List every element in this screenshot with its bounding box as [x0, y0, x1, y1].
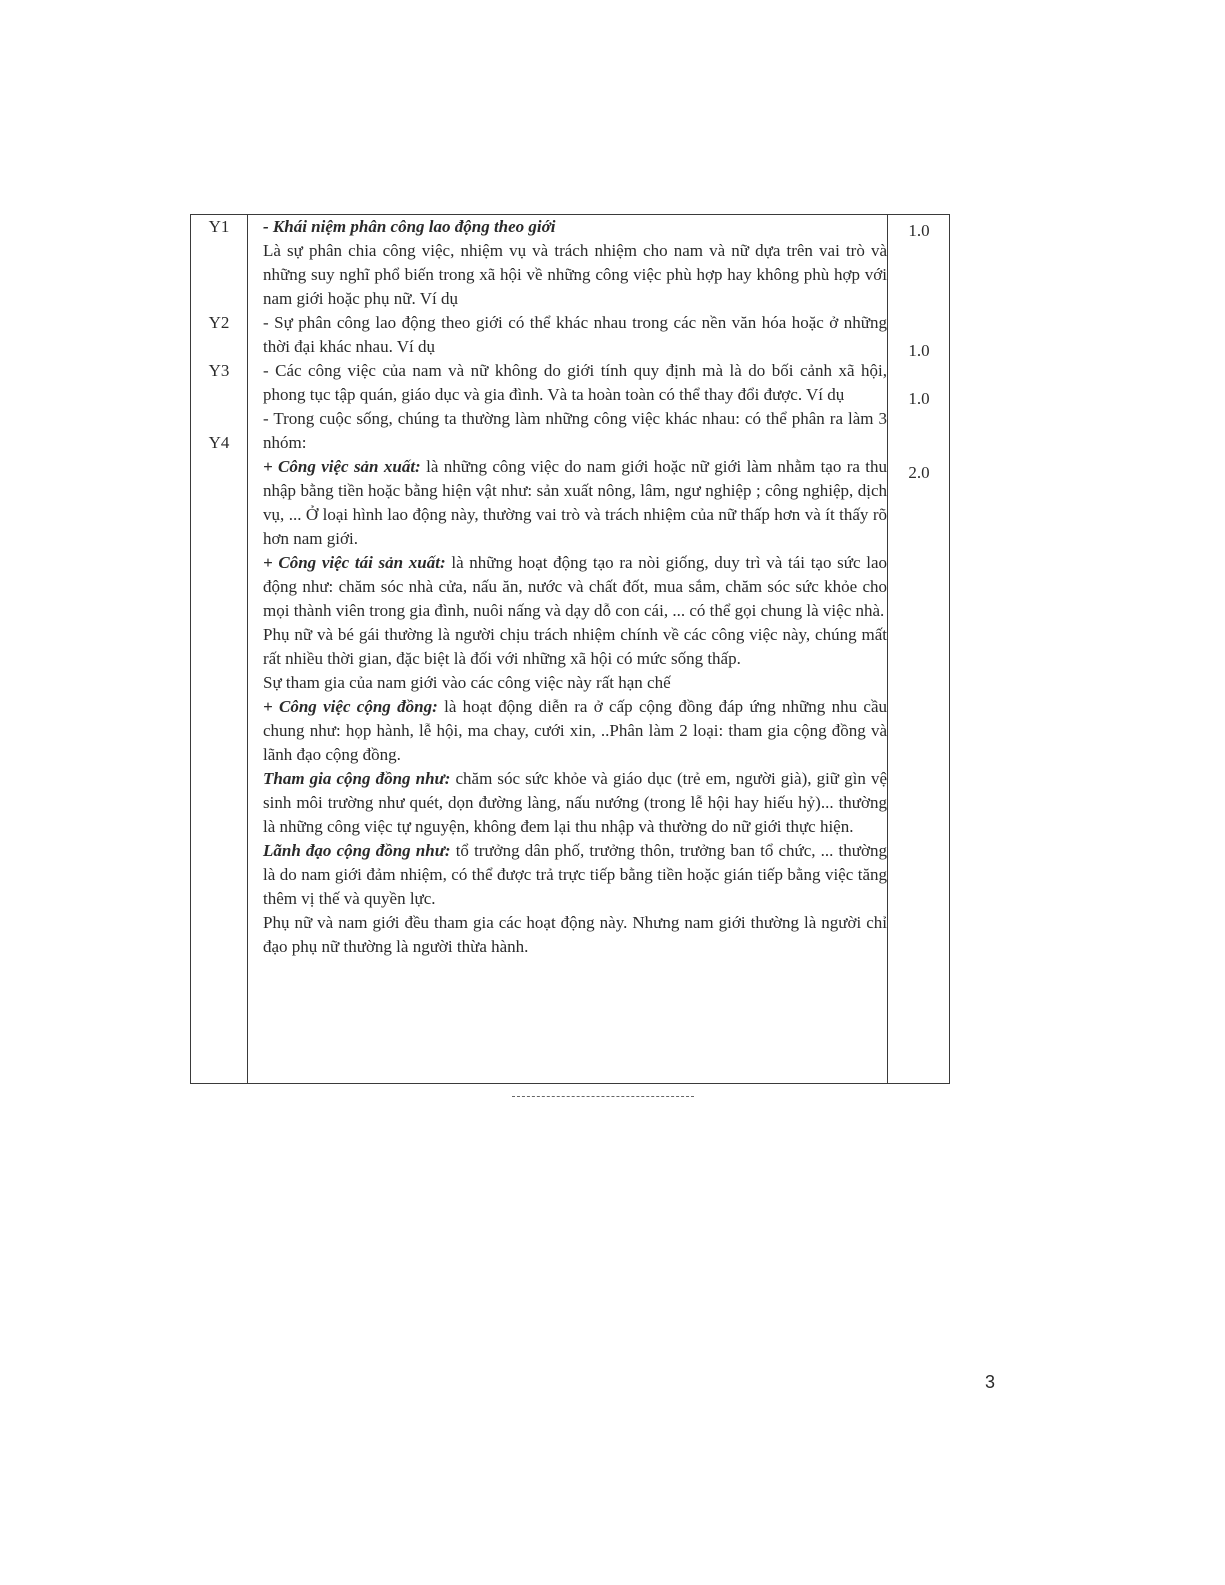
score-y3: 1.0: [908, 389, 930, 408]
paragraph-community: [263, 695, 887, 767]
page-number: 3: [985, 1372, 996, 1392]
answer-content: [263, 215, 887, 959]
paragraph-reproduction: [263, 551, 887, 623]
text-leadership: tổ trưởng dân phố, trưởng thôn, trưởng ban tổ chức, ... thường là do nam giới đảm nhiệm, có thể được trả trực tiếp bằng tiền hoặc gián tiếp bằng việc tăng thêm vị thế và quyền lực.: [263, 841, 887, 908]
text-community: là hoạt động diễn ra ở cấp cộng đồng đáp ứng những nhu cầu chung như: họp hành, lễ hội, ma chay, cưới xin, ..Phân làm 2 loại: tham gia cộng đồng và lãnh đạo cộng đồng.: [263, 697, 888, 764]
paragraph-groups: - Trong cuộc sống, chúng ta thường làm những công việc khác nhau: có thể phân ra làm 3 nhóm:: [263, 409, 887, 452]
text-participation: chăm sóc sức khỏe và giáo dục (trẻ em, người già), giữ gìn vệ sinh môi trường như quét, dọn đường làng, nấu nướng (trong lễ hội hay hiếu hỷ)... thường là những công việc tự nguyện, không đem lại thu nhập và thường do nữ giới thực hiện.: [263, 769, 887, 836]
paragraph-community-leadership: [263, 839, 887, 911]
row-label-y3: Y3: [208, 361, 230, 380]
paragraph-conclusion: Phụ nữ và nam giới đều tham gia các hoạt động này. Nhưng nam giới thường là người chỉ đạo phụ nữ thường là người thừa hành.: [263, 913, 887, 956]
term-leadership: Lãnh đạo cộng đồng như:: [263, 841, 451, 860]
paragraph-context: - Các công việc của nam và nữ không do giới tính quy định mà là do bối cảnh xã hội, phong tục tập quán, giáo dục và gia đình. Và ta hoàn toàn có thể thay đổi được. Ví dụ: [263, 361, 887, 404]
paragraph-men-role: Sự tham gia của nam giới vào các công việc này rất hạn chế: [263, 673, 671, 692]
score-y4: 2.0: [908, 463, 930, 482]
text-production: là những công việc do nam giới hoặc nữ giới làm nhằm tạo ra thu nhập bằng tiền hoặc bằng hiện vật như: sản xuất nông, lâm, ngư nghiệp ; công nghiệp, dịch vụ, ... Ở loại hình lao động này, thường vai trò và trách nhiệm của nữ thấp hơn và ít thấy rõ hơn nam giới.: [263, 457, 888, 548]
column-divider-left: [247, 215, 248, 1083]
row-label-y2: Y2: [208, 313, 230, 332]
row-label-y4: Y4: [208, 433, 230, 452]
paragraph-community-participation: [263, 767, 887, 839]
row-label-y1: Y1: [208, 217, 230, 236]
term-participation: Tham gia cộng đồng như:: [263, 769, 451, 788]
term-community: + Công việc cộng đồng:: [263, 697, 438, 716]
term-reproduction: + Công việc tái sản xuất:: [263, 553, 446, 572]
text-reproduction: là những hoạt động tạo ra nòi giống, duy trì và tái tạo sức lao động như: chăm sóc nhà cửa, nấu ăn, nước và chất đốt, mua sắm, chăm sóc sức khỏe cho mọi thành viên trong gia đình, nuôi nấng và dạy dỗ con cái, ... có thể gọi chung là việc nhà.: [263, 553, 887, 620]
paragraph-production: [263, 455, 887, 551]
end-divider: [512, 1096, 694, 1097]
score-y2: 1.0: [908, 341, 930, 360]
paragraph-culture: - Sự phân công lao động theo giới có thể khác nhau trong các nền văn hóa hoặc ở những thời đại khác nhau. Ví dụ: [263, 313, 887, 356]
term-production: + Công việc sản xuất:: [263, 457, 421, 476]
answer-table: [190, 214, 950, 1084]
paragraph-definition: Là sự phân chia công việc, nhiệm vụ và trách nhiệm cho nam và nữ dựa trên vai trò và những suy nghĩ phổ biến trong xã hội về những công việc phù hợp hay không phù hợp với nam giới hoặc phụ nữ. Ví dụ: [263, 241, 887, 308]
section-heading: - Khái niệm phân công lao động theo giới: [263, 217, 556, 236]
paragraph-women-role: Phụ nữ và bé gái thường là người chịu trách nhiệm chính về các công việc này, chúng mất rất nhiều thời gian, đặc biệt là đối với những xã hội có mức sống thấp.: [263, 625, 887, 668]
score-y1: 1.0: [908, 221, 930, 240]
